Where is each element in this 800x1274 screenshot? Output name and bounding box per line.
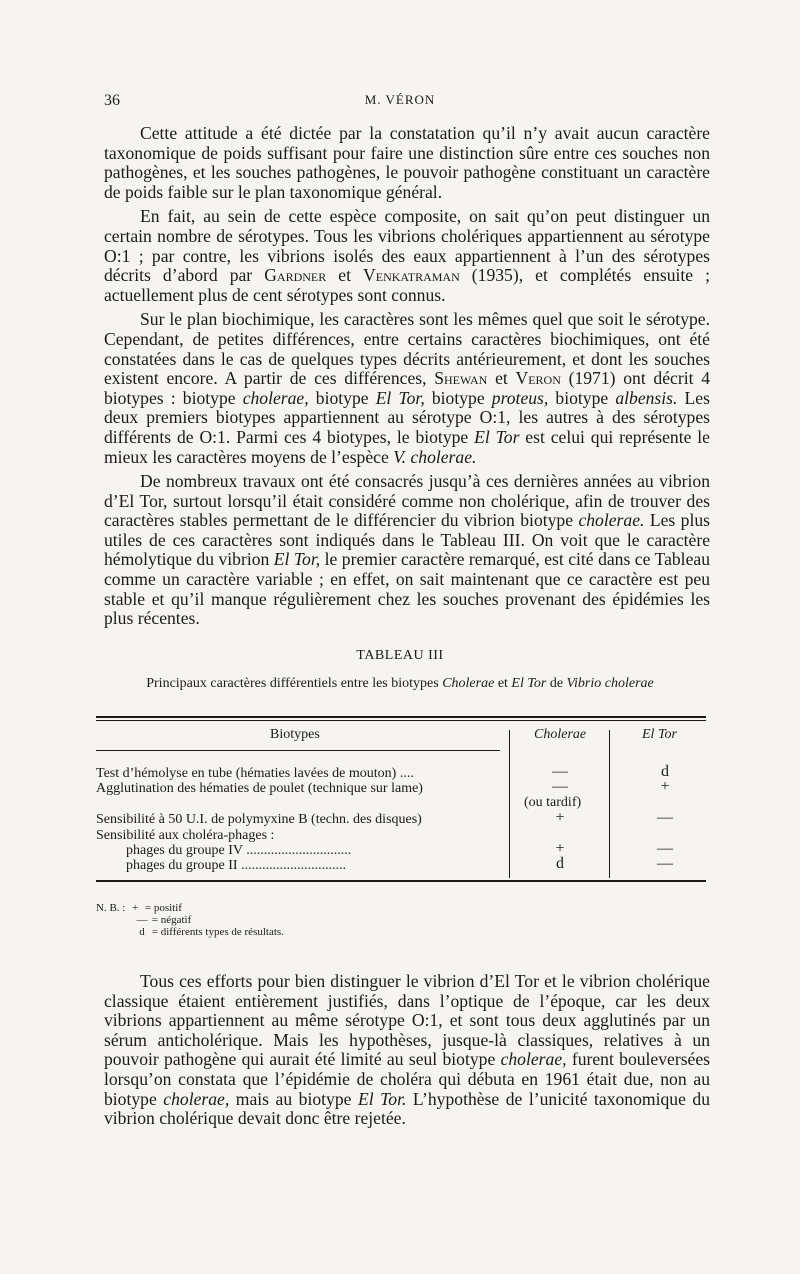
text-run: Sur le plan biochimique, les caractères sont les mêmes quel que soit le sérotype. Cependant, de petites différences, entre certains caractères biochimiques, ont été constatées dans le cas de quelques types décrits antérieurement, et dont les souches existent encore. A partir de ces différences, — [104, 309, 710, 389]
paragraph — [104, 972, 710, 1129]
page-number: 36 — [104, 92, 120, 109]
note-text: différents types de résultats. — [160, 926, 284, 938]
column-header-cholerae: Cholerae — [534, 727, 587, 742]
text-run: Tous ces efforts pour bien distinguer le vibrion d’El Tor et le vibrion cholérique classique étaient entièrement justifiés, dans l’optique de l’époque, car les deux vibrions appartiennent au même sérotype O:1, et sont tous deux agglutinés par un sérum anticholérique. Mais les hypothèses, jusque-là classiques, relatives à un pouvoir pathogène qui aurait été limité au seul biotype — [104, 971, 710, 1070]
table-caption — [140, 676, 660, 692]
text-run: et — [487, 368, 516, 389]
text-run: mais au biotype — [229, 1088, 358, 1109]
cell-eltor-agglutination: + — [660, 778, 670, 795]
paragraph — [104, 124, 710, 202]
text-run: Les deux premiers biotypes appartiennent au sérotype O:1, les autres à des sérotypes différents de O:1. Parmi ces 4 biotypes, le biotype — [104, 387, 710, 447]
table-notes: N. B. : + = positif — = négatif d = différents types de résultats. — [96, 902, 284, 938]
italic-text: V. cholerae. — [393, 446, 477, 467]
italic-text: El Tor, — [273, 549, 321, 570]
paragraph — [104, 472, 710, 629]
italic-text: proteus, — [491, 387, 549, 408]
italic-text: cholerae, — [163, 1088, 230, 1109]
text-run: L’hypothèse de l’unicité taxonomique du vibrion cholérique devait donc être rejetée. — [104, 1088, 710, 1129]
cell-eltor-phage-iv: — — [657, 840, 673, 857]
row-label-polymyxin: Sensibilité à 50 U.I. de polymyxine B (techn. des disques) — [96, 812, 422, 827]
italic-text: cholerae, — [500, 1049, 567, 1070]
column-header-biotypes: Biotypes — [270, 727, 320, 742]
text-run: furent bouleversées lorsqu’on constata que l’épidémie de choléra qui débuta en 1961 était due, non au biotype — [104, 1049, 711, 1109]
text-run: biotype — [548, 387, 616, 408]
text-run: Cette attitude a été dictée par la constatation qu’il n’y avait aucun caractère taxonomique de poids suffisant pour faire une distinction sûre entre ces souches non pathogènes, et les souches pathogènes, le pouvoir pathogène constituant un caractère de poids faible sur le plan taxonomique général. — [104, 123, 710, 202]
cell-cholerae-polymyxin: + — [555, 809, 565, 826]
italic-text: El Tor — [511, 676, 547, 691]
table-bottom-rule — [96, 880, 706, 882]
italic-text: El Tor. — [357, 1088, 407, 1109]
cell-cholerae-phage-ii: d — [556, 855, 564, 872]
text-run: et — [326, 265, 364, 286]
italic-text: Vibrio cholerae — [566, 676, 654, 691]
row-label-agglutination: Agglutination des hématies de poulet (technique sur lame) — [96, 781, 423, 796]
italic-text: El Tor — [474, 426, 520, 447]
cell-cholerae-phage-iv: + — [555, 840, 565, 857]
body-text-bottom — [104, 972, 710, 1134]
italic-text: Cholerae — [442, 676, 495, 691]
cell-cholerae-agglutination: — — [552, 778, 568, 795]
text-run: En fait, au sein de cette espèce composite, on sait qu’on peut distinguer un certain nombre de sérotypes. Tous les vibrions cholériques appartiennent au sérotype O:1 ; par contre, les vibrions isolés des eaux appartiennent à l’un des sérotypes décrits d’abord par — [104, 206, 710, 286]
text-run: De nombreux travaux ont été consacrés jusqu’à ces dernières années au vibrion d’El Tor, surtout lorsqu’il était considéré comme non cholérique, afin de trouver des caractères stables permettant de le différencier du vibrion biotype — [104, 471, 710, 531]
text-run: de — [546, 676, 567, 691]
cell-eltor-hemolysis: d — [661, 763, 669, 780]
text-run: biotype — [424, 387, 492, 408]
column-divider-2 — [609, 730, 610, 878]
italic-text: cholerae, — [242, 387, 309, 408]
note-symbol: — — [136, 914, 148, 926]
header-underline — [96, 750, 500, 751]
row-label-hemolysis: Test d’hémolyse en tube (hématies lavées de mouton) .... — [96, 766, 414, 781]
cell-cholerae-hemolysis: — — [552, 763, 568, 780]
table-title: TABLEAU III — [356, 648, 444, 663]
note-symbol: + — [131, 902, 139, 914]
author-name: Gardner — [264, 265, 327, 286]
table-top-rule — [96, 716, 706, 718]
paragraph — [104, 310, 710, 467]
body-text-top — [104, 124, 710, 634]
text-run: (1935), et complétés ensuite ; actuellement plus de cent sérotypes sont connus. — [104, 265, 710, 305]
row-label-phage-group-iv: phages du groupe IV .............................. — [126, 843, 352, 858]
note-symbol: d — [139, 926, 145, 938]
cell-eltor-phage-ii: — — [657, 855, 673, 872]
note-text: positif — [153, 902, 182, 914]
running-head: M. VÉRON — [364, 92, 436, 107]
author-name: Veron — [515, 368, 561, 389]
row-label-phage-sensitivity: Sensibilité aux choléra-phages : — [96, 828, 275, 843]
paragraph — [104, 207, 710, 305]
text-run: (1971) ont décrit 4 biotypes : biotype — [104, 368, 711, 408]
column-divider-1 — [509, 730, 510, 878]
notes-prefix: N. B. : — [96, 902, 126, 914]
italic-text: albensis. — [615, 387, 678, 408]
text-run: biotype — [308, 387, 376, 408]
column-header-eltor: El Tor — [642, 727, 677, 742]
text-run: et — [494, 676, 512, 691]
table-top-rule-thin — [96, 720, 706, 721]
note-text: négatif — [160, 914, 192, 926]
text-run: Principaux caractères différentiels entre les biotypes — [146, 676, 443, 691]
cell-eltor-polymyxin: — — [657, 809, 673, 826]
italic-text: cholerae. — [578, 510, 645, 531]
cell-cholerae-tardif: (ou tardif) — [524, 795, 582, 810]
text-run: est celui qui représente le mieux les caractères moyens de l’espèce — [104, 426, 710, 467]
row-label-phage-group-ii: phages du groupe II .............................. — [126, 858, 347, 873]
author-name: Venkatraman — [363, 265, 460, 286]
text-run: le premier caractère remarqué, est cité dans ce Tableau comme un caractère variable ; en effet, on sait maintenant que ce caractère est peu stable et qu’il manque régulièrement chez les souches provenant des épidémies les plus récentes. — [104, 549, 710, 629]
text-run: Les plus utiles de ces caractères sont indiqués dans le Tableau III. On voit que le caractère hémolytique du vibrion — [104, 510, 710, 570]
author-name: Shewan — [434, 368, 488, 389]
italic-text: El Tor, — [375, 387, 425, 408]
